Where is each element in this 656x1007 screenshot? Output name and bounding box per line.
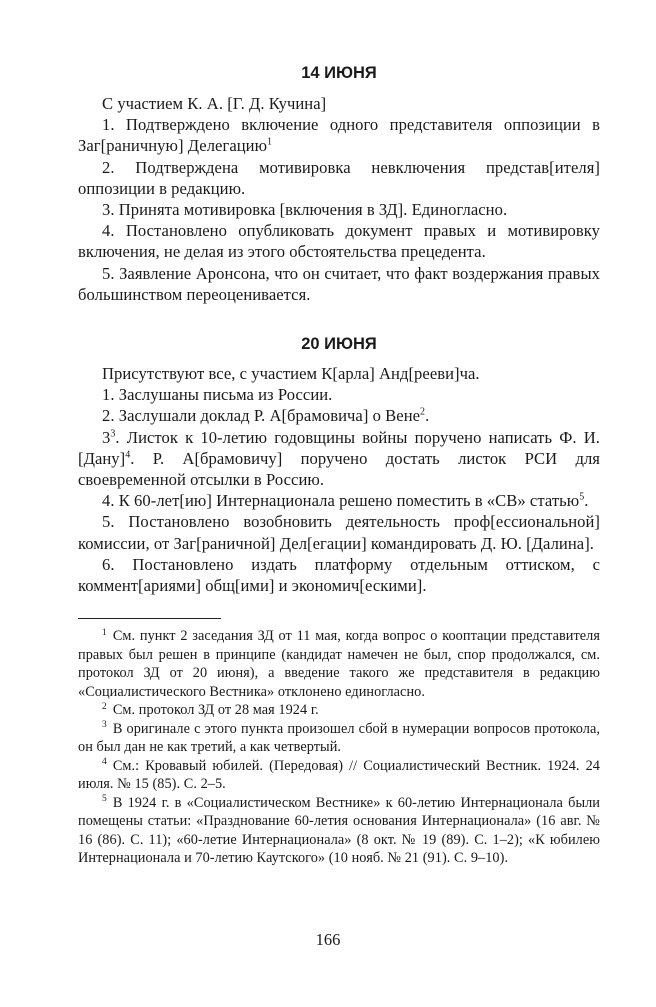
paragraph: 6. Постановлено издать платформу отдельным оттиском, с коммент[ариями] общ[ими] и экономич[ескими]. — [78, 554, 600, 596]
page-number: 166 — [315, 930, 341, 949]
paragraph: 5. Постановлено возобновить деятельность проф[ессиональной] комиссии, от Заг[раничной] Дел[егации] командировать Д. Ю. [Далина]. — [78, 512, 600, 553]
page-content — [78, 58, 600, 868]
paragraph: 3$^3$. Листок к 10-летию годовщины войны поручено написать Ф. И. [Дану]$^4$. Р. А[брамовичу] поручено достать листок РСИ для своевременной отсылки в Россию. — [78, 427, 600, 490]
footnote-ref-5[interactable]: 5 — [579, 491, 585, 503]
footnote-ref-2[interactable]: 2 — [420, 406, 426, 418]
footnote-divider — [78, 618, 221, 619]
footnote-4: $^4$ См.: Кровавый юбилей. (Передовая) // Социалистический Вестник. 1924. 24 июля. № 15 (85). С. 2–5. — [78, 757, 600, 793]
footnote-ref-3[interactable]: 3 — [110, 428, 116, 440]
paragraph: Присутствуют все, с участием К[арла] Анд[рееви]ча. — [102, 364, 480, 384]
paragraph: 5. Заявление Аронсона, что он считает, что факт воздержания правых большинством переоценивается. — [78, 263, 600, 304]
footnote-5: $^5$ В 1924 г. в «Социалистическом Вестнике» к 60-летию Интернационала были помещены статьи: «Празднование 60-летия основания Интернационала» (16 авг. № 16 (86). С. 11); «60-летие Интернационала» (8 окт. № 19 (89). С. 1–2); «К юбилею Интернационала и 70-летию Каутского» (10 нояб. № 21 (91). С. 9–10). — [78, 794, 600, 867]
footnote-2: $^2$ См. протокол ЗД от 28 мая 1924 г. — [102, 701, 319, 719]
footnote-ref-1[interactable]: 1 — [267, 136, 273, 148]
paragraph: 1. Заслушаны письма из России. — [102, 385, 333, 405]
paragraph: 2. Заслушали доклад Р. А[брамовича] о Вене$^2$. — [102, 406, 430, 426]
section-title-14-june: 14 ИЮНЯ — [301, 64, 377, 82]
footnote-3: $^3$ В оригинале с этого пункта произошел сбой в нумерации вопросов протокола, он был дан не как третий, а как четвертый. — [78, 720, 600, 756]
section-body-20-june — [78, 363, 600, 596]
paragraph: 3. Принята мотивировка [включения в ЗД]. Единогласно. — [102, 200, 508, 220]
section-body-14-june — [78, 93, 600, 305]
footnotes — [78, 627, 600, 868]
paragraph: 1. Подтверждено включение одного представителя оппозиции в Заг[раничную] Делегацию$^1$ — [78, 115, 600, 156]
section-title-20-june: 20 ИЮНЯ — [301, 335, 377, 354]
paragraph: 2. Подтверждена мотивировка невключения представ[ителя] оппозиции в редакцию. — [78, 157, 600, 198]
paragraph: 4. Постановлено опубликовать документ правых и мотивировку включения, не делая из этого обстоятельства прецедента. — [78, 221, 600, 262]
footnote-ref-4[interactable]: 4 — [125, 449, 131, 461]
paragraph: 4. К 60-лет[ию] Интернационала решено поместить в «СВ» статью$^5$. — [102, 491, 589, 511]
footnote-1: $^1$ См. пункт 2 заседания ЗД от 11 мая, когда вопрос о кооптации представителя правых был решен в принципе (кандидат намечен не был, спор продолжался, см. протокол ЗД от 20 июня), а введение такого же представителя в редакцию «Социалистического Вестника» отклонено единогласно. — [78, 627, 600, 700]
paragraph: С участием К. А. [Г. Д. Кучина] — [102, 94, 327, 113]
